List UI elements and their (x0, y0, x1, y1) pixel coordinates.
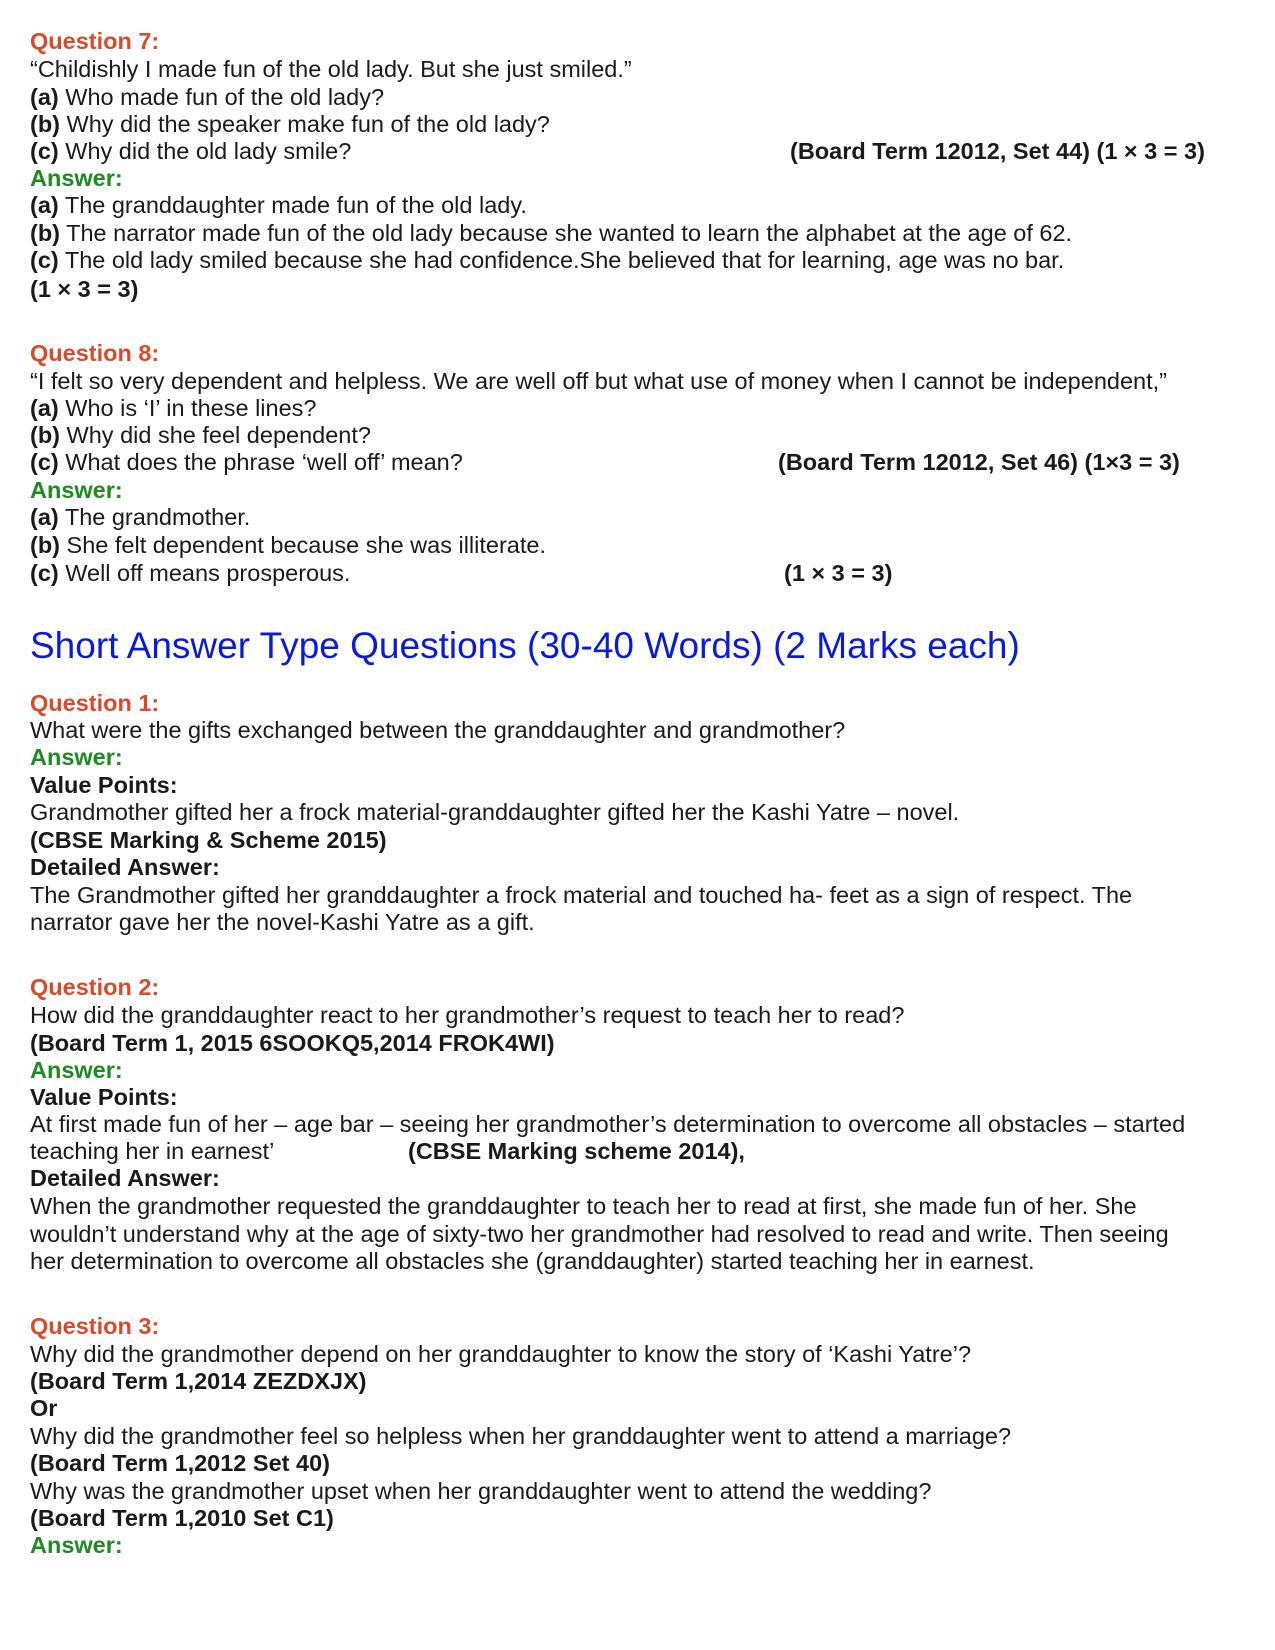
sq2-answer-label: Answer: (30, 1057, 123, 1083)
q8-answer-b-label: (b) (30, 532, 61, 558)
sq3-source-1: (Board Term 1,2014 ZEZDXJX) (30, 1368, 367, 1394)
sq2-heading: Question 2: (30, 974, 160, 1000)
q8-answer-a-text: The grandmother. (58, 504, 251, 530)
sq3-question-2: Why did the grandmother feel so helpless when her granddaughter went to attend a marriage? (30, 1423, 1012, 1449)
sq3-question: Why did the grandmother depend on her granddaughter to know the story of ‘Kashi Yatre’? (30, 1341, 972, 1367)
sq2-detailed-answer-line: When the grandmother requested the granddaughter to teach her to read at first, she made fun of her. She (30, 1193, 1137, 1219)
q7-answer-b-label: (b) (30, 220, 61, 246)
q7-answer-c-text: The old lady smiled because she had confidence.She believed that for learning, age was no bar. (58, 247, 1065, 273)
q8-part-b-text: Why did she feel dependent? (60, 422, 371, 448)
q7-answer-a-label: (a) (30, 192, 59, 218)
q8-part-c-label: (c) (30, 449, 59, 475)
sq2-marking-scheme: (CBSE Marking scheme 2014), (408, 1138, 745, 1164)
q8-part-a (30, 394, 316, 422)
q7-part-c (30, 137, 351, 165)
q7-part-b (30, 110, 550, 138)
section-heading: Short Answer Type Questions (30-40 Words) (2 Marks each) (30, 625, 1020, 666)
q7-part-b-label: (b) (30, 111, 61, 137)
sq2-value-points-line: At first made fun of her – age bar – seeing her grandmother’s determination to overcome all obstacles – started (30, 1111, 1186, 1137)
sq1-question: What were the gifts exchanged between the granddaughter and grandmother? (30, 717, 846, 743)
q8-answer-c (30, 559, 350, 587)
q8-answer-label: Answer: (30, 477, 123, 503)
q8-part-a-label: (a) (30, 395, 59, 421)
q8-marks: (1 × 3 = 3) (784, 560, 893, 586)
q7-answer-b-text: The narrator made fun of the old lady because she wanted to learn the alphabet at the age of 62. (60, 220, 1073, 246)
q7-answer-label: Answer: (30, 165, 123, 191)
sq3-source-3: (Board Term 1,2010 Set C1) (30, 1505, 334, 1531)
q8-part-c (30, 448, 463, 476)
sq1-detailed-answer-label: Detailed Answer: (30, 854, 220, 880)
q8-answer-c-text: Well off means prosperous. (58, 560, 351, 586)
q8-answer-b (30, 531, 546, 559)
q7-marks: (1 × 3 = 3) (30, 276, 139, 302)
q7-quote: “Childishly I made fun of the old lady. But she just smiled.” (30, 56, 632, 82)
sq1-value-points-text: Grandmother gifted her a frock material-granddaughter gifted her the Kashi Yatre – novel. (30, 799, 960, 825)
q7-part-b-text: Why did the speaker make fun of the old lady? (60, 111, 550, 137)
q8-part-b-label: (b) (30, 422, 61, 448)
sq1-marking-scheme: (CBSE Marking & Scheme 2015) (30, 827, 387, 853)
sq3-question-3: Why was the grandmother upset when her granddaughter went to attend the wedding? (30, 1478, 932, 1504)
q7-heading: Question 7: (30, 28, 160, 54)
q7-source: (Board Term 12012, Set 44) (1 × 3 = 3) (790, 138, 1205, 164)
sq2-question: How did the granddaughter react to her grandmother’s request to teach her to read? (30, 1002, 905, 1028)
sq3-heading: Question 3: (30, 1313, 160, 1339)
sq2-source: (Board Term 1, 2015 6SOOKQ5,2014 FROK4WI) (30, 1030, 555, 1056)
sq3-answer-label: Answer: (30, 1532, 123, 1558)
sq2-detailed-answer-line: wouldn’t understand why at the age of sixty-two her grandmother had resolved to read and write. Then seeing (30, 1221, 1169, 1247)
q7-part-a-label: (a) (30, 84, 59, 110)
q7-part-a (30, 83, 384, 111)
sq1-value-points-label: Value Points: (30, 772, 178, 798)
sq1-detailed-answer-line: narrator gave her the novel-Kashi Yatre as a gift. (30, 909, 535, 935)
q7-answer-c (30, 246, 1064, 274)
q8-part-a-text: Who is ‘I’ in these lines? (58, 395, 317, 421)
sq1-detailed-answer-line: The Grandmother gifted her granddaughter a frock material and touched ha- feet as a sign of respect. The (30, 882, 1133, 908)
q8-answer-c-label: (c) (30, 560, 59, 586)
q8-part-c-text: What does the phrase ‘well off’ mean? (58, 449, 463, 475)
sq3-or: Or (30, 1395, 58, 1421)
q8-answer-a (30, 503, 250, 531)
q7-answer-a (30, 191, 527, 219)
sq3-source-2: (Board Term 1,2012 Set 40) (30, 1450, 330, 1476)
q7-answer-b (30, 219, 1072, 247)
sq1-answer-label: Answer: (30, 744, 123, 770)
q8-part-b (30, 421, 371, 449)
sq2-detailed-answer-line: her determination to overcome all obstacles she (granddaughter) started teaching her in earnest. (30, 1248, 1035, 1274)
q7-answer-c-label: (c) (30, 247, 59, 273)
sq1-heading: Question 1: (30, 690, 160, 716)
sq2-value-points-line: teaching her in earnest’ (30, 1138, 275, 1164)
sq2-value-points-label: Value Points: (30, 1084, 178, 1110)
q7-part-c-text: Why did the old lady smile? (58, 138, 352, 164)
q7-part-c-label: (c) (30, 138, 59, 164)
q8-heading: Question 8: (30, 340, 160, 366)
q7-part-a-text: Who made fun of the old lady? (58, 84, 385, 110)
q8-quote: “I felt so very dependent and helpless. We are well off but what use of money when I cannot be independent,” (30, 368, 1167, 394)
q7-answer-a-text: The granddaughter made fun of the old lady. (58, 192, 527, 218)
q8-answer-b-text: She felt dependent because she was illiterate. (60, 532, 546, 558)
q8-source: (Board Term 12012, Set 46) (1×3 = 3) (778, 449, 1180, 475)
sq2-detailed-answer-label: Detailed Answer: (30, 1165, 220, 1191)
q8-answer-a-label: (a) (30, 504, 59, 530)
